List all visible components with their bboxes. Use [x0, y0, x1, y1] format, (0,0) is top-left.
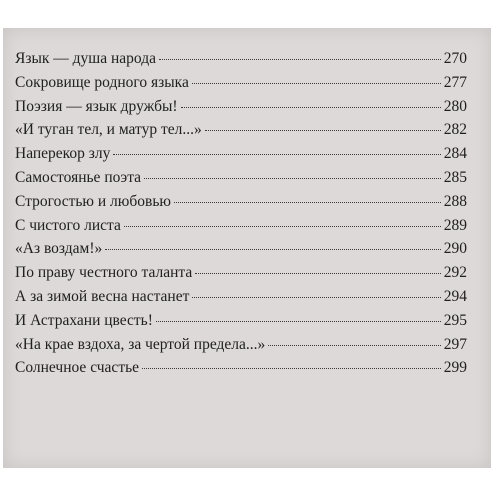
toc-entry	[15, 169, 467, 193]
toc-entry-page: 289	[443, 216, 467, 234]
toc-entry-title: Поэзия — язык дружбы!	[15, 97, 178, 115]
toc-entry-title: «Аз воздам!»	[15, 240, 103, 258]
toc-entry-title: Наперекор злу	[15, 145, 111, 163]
toc-entry-title: Строгостью и любовью	[15, 192, 171, 210]
toc-entry-title: С чистого листа	[15, 216, 121, 234]
dot-leader	[142, 368, 441, 369]
toc-entry-page: 285	[443, 168, 467, 186]
toc-entry-title: А за зимой весна настанет	[15, 287, 190, 305]
toc-entry-title: И Астрахани цвесть!	[15, 311, 153, 329]
toc-entry-title: Сокровище родного языка	[15, 73, 189, 91]
dot-leader	[174, 202, 441, 203]
dot-leader	[268, 345, 440, 346]
toc-entry-page: 292	[443, 264, 467, 282]
toc-entry	[15, 193, 467, 217]
dot-leader	[205, 130, 441, 131]
toc-entry-page: 295	[443, 311, 467, 329]
table-of-contents	[15, 50, 467, 383]
dot-leader	[181, 107, 441, 108]
toc-entry	[15, 336, 467, 360]
toc-entry	[15, 217, 467, 241]
toc-entry-title: Солнечное счастье	[15, 359, 140, 377]
toc-entry-page: 290	[443, 240, 467, 258]
toc-entry	[15, 264, 467, 288]
toc-entry	[15, 98, 467, 122]
toc-entry-title: По праву честного таланта	[15, 264, 193, 282]
dot-leader	[144, 178, 441, 179]
toc-entry-page: 299	[443, 359, 467, 377]
dot-leader	[156, 321, 441, 322]
dot-leader	[113, 154, 440, 155]
toc-entry	[15, 240, 467, 264]
toc-entry	[15, 312, 467, 336]
toc-entry-page: 277	[443, 73, 467, 91]
toc-entry	[15, 145, 467, 169]
dot-leader	[124, 226, 441, 227]
book-page	[3, 28, 491, 468]
dot-leader	[192, 83, 441, 84]
toc-entry-title: Самостоянье поэта	[15, 168, 142, 186]
toc-entry	[15, 74, 467, 98]
toc-entry-title: «И туган тел, и матур тел...»	[15, 121, 202, 139]
dot-leader	[195, 273, 441, 274]
toc-entry-page: 294	[443, 287, 467, 305]
toc-entry-title: Язык — душа народа	[15, 50, 156, 67]
toc-entry-page: 280	[443, 97, 467, 115]
toc-entry	[15, 359, 467, 383]
toc-entry-page: 288	[443, 192, 467, 210]
dot-leader	[105, 249, 441, 250]
toc-entry-page: 297	[443, 335, 467, 353]
toc-entry	[15, 121, 467, 145]
toc-entry-page: 282	[443, 121, 467, 139]
toc-entry-title: «На крае вздоха, за чертой предела...»	[15, 335, 266, 353]
dot-leader	[192, 297, 440, 298]
toc-entry	[15, 50, 467, 74]
toc-entry	[15, 288, 467, 312]
toc-entry-page: 284	[443, 145, 467, 163]
dot-leader	[159, 59, 441, 60]
toc-entry-page: 270	[443, 50, 467, 67]
